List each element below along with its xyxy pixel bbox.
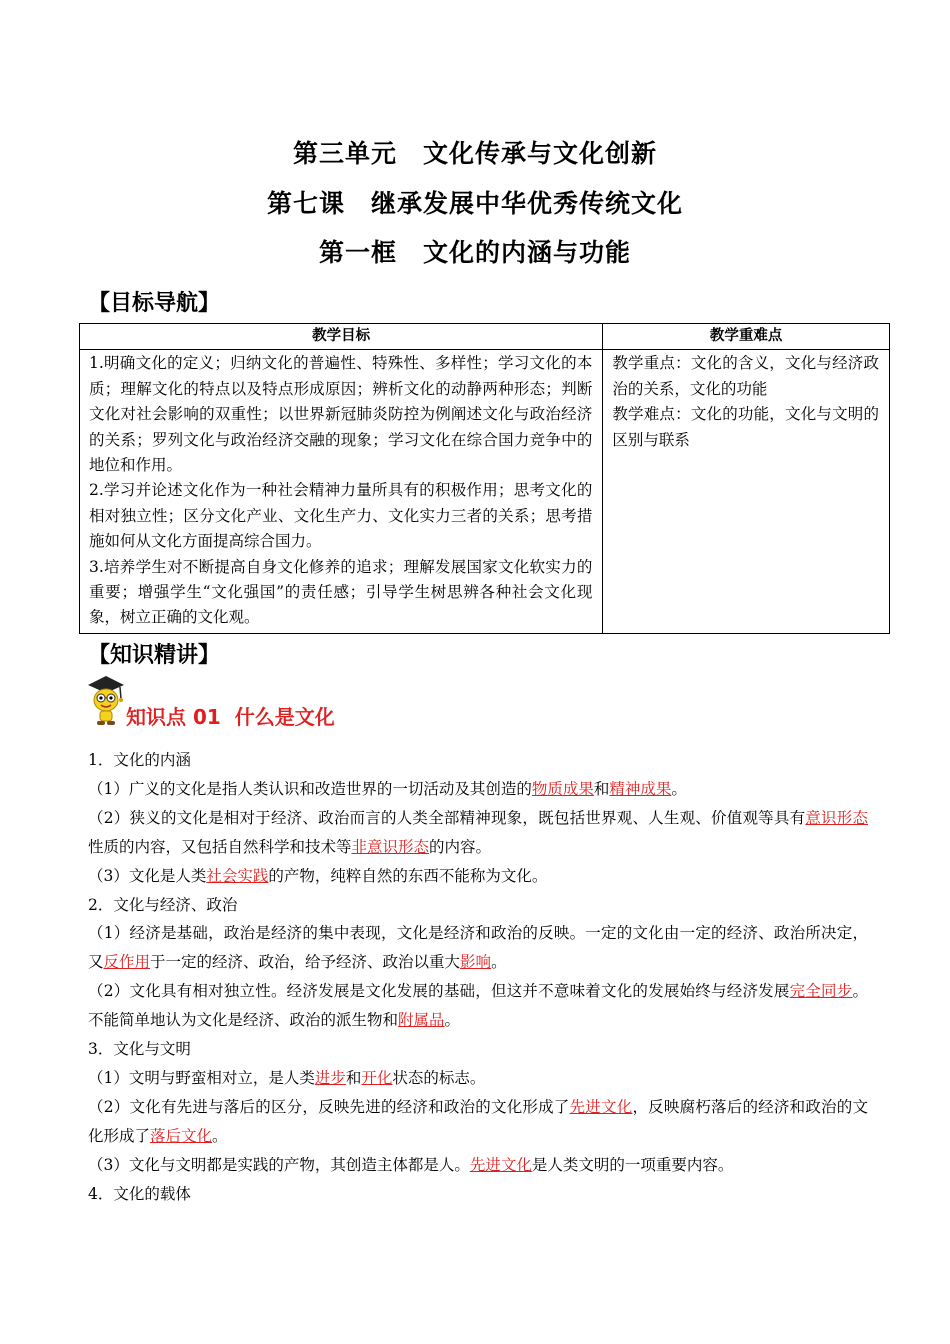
content-paragraph: （2）文化有先进与落后的区分，反映先进的经济和政治的文化形成了先进文化，反映腐朽落后的经济和政治的文化形成了落后文化。 (88, 1097, 868, 1145)
key-point-item: 教学重点：文化的含义，文化与经济政治的关系，文化的功能 (612, 354, 879, 398)
table-header-key-points: 教学重难点 (603, 324, 890, 350)
answer-blank: 开化 (361, 1068, 393, 1087)
content-heading: 1．文化的内涵 (88, 751, 191, 769)
answer-blank: 影响 (460, 953, 492, 972)
key-points-cell (603, 350, 890, 633)
answer-blank: 反作用 (103, 953, 151, 972)
content-paragraph: （1）文明与野蛮相对立，是人类进步和开化状态的标志。 (88, 1068, 486, 1087)
content-paragraph: （1）广义的文化是指人类认识和改造世界的一切活动及其创造的物质成果和精神成果。 (88, 779, 687, 798)
content-paragraph: （1）经济是基础，政治是经济的集中表现，文化是经济和政治的反映。一定的文化由一定的经济、政治所决定，又反作用于一定的经济、政治，给予经济、政治以重大影响。 (88, 924, 868, 972)
goals-table (79, 323, 890, 634)
section-knowledge: 【知识精讲】 (88, 643, 221, 668)
answer-blank: 物质成果 (531, 779, 594, 798)
lesson-title: 第七课 继承发展中华优秀传统文化 (266, 189, 684, 218)
content-paragraph: （3）文化与文明都是实践的产物，其创造主体都是人。先进文化是人类文明的一项重要内容。 (88, 1155, 734, 1174)
table-header-objectives: 教学目标 (80, 324, 603, 350)
content-heading: 4．文化的载体 (88, 1184, 191, 1203)
content-paragraph: （2）文化具有相对独立性。经济发展是文化发展的基础，但这并不意味着文化的发展始终与经济发展完全同步。不能简单地认为文化是经济、政治的派生物和附属品。 (88, 982, 868, 1030)
answer-blank: 意识形态 (805, 808, 868, 827)
answer-blank: 落后文化 (150, 1126, 213, 1145)
content-heading: 2．文化与经济、政治 (88, 895, 238, 914)
key-point-item: 教学难点：文化的功能，文化与文明的区别与联系 (612, 405, 879, 449)
section-goals-nav: 【目标导航】 (88, 291, 221, 316)
answer-blank: 完全同步 (789, 982, 853, 1001)
unit-title: 第三单元 文化传承与文化创新 (292, 139, 658, 168)
objective-item: 3.培养学生对不断提高自身文化修养的追求；理解发展国家文化软实力的重要；增强学生“文化强国”的责任感；引导学生树思辨各种社会文化现象，树立正确的文化观。 (89, 557, 593, 627)
objectives-cell (80, 350, 603, 633)
objective-item: 1.明确文化的定义；归纳文化的普遍性、特殊性、多样性；学习文化的本质；理解文化的特点以及特点形成原因；辨析文化的动静两种形态；判断文化对社会影响的双重性；以世界新冠肺炎防控为例阐述文化与政治经济的关系；罗列文化与政治经济交融的现象；学习文化在综合国力竞争中的地位和作用。 (89, 354, 593, 475)
content-heading: 3．文化与文明 (88, 1040, 191, 1059)
answer-blank: 先进文化 (469, 1155, 532, 1174)
objective-item: 2.学习并论述文化作为一种社会精神力量所具有的积极作用；思考文化的相对独立性；区分文化产业、文化生产力、文化实力三者的关系；思考措施如何从文化方面提高综合国力。 (89, 481, 593, 551)
content-paragraph: （2）狭义的文化是相对于经济、政治而言的人类全部精神现象，既包括世界观、人生观、价值观等具有意识形态性质的内容，又包括自然科学和技术等非意识形态的内容。 (88, 808, 868, 856)
knowledge-point-title: 知识点 01 什么是文化 (126, 705, 335, 729)
knowledge-content (88, 746, 868, 1209)
answer-blank: 非意识形态 (351, 837, 430, 856)
content-paragraph: （3）文化是人类社会实践的产物，纯粹自然的东西不能称为文化。 (88, 866, 548, 885)
answer-blank: 进步 (314, 1068, 346, 1087)
answer-blank: 先进文化 (569, 1097, 633, 1116)
graduate-cap-mascot-icon (84, 673, 128, 729)
answer-blank: 精神成果 (609, 779, 672, 798)
answer-blank: 附属品 (398, 1011, 445, 1030)
frame-title: 第一框 文化的内涵与功能 (318, 238, 632, 267)
answer-blank: 社会实践 (206, 866, 269, 885)
